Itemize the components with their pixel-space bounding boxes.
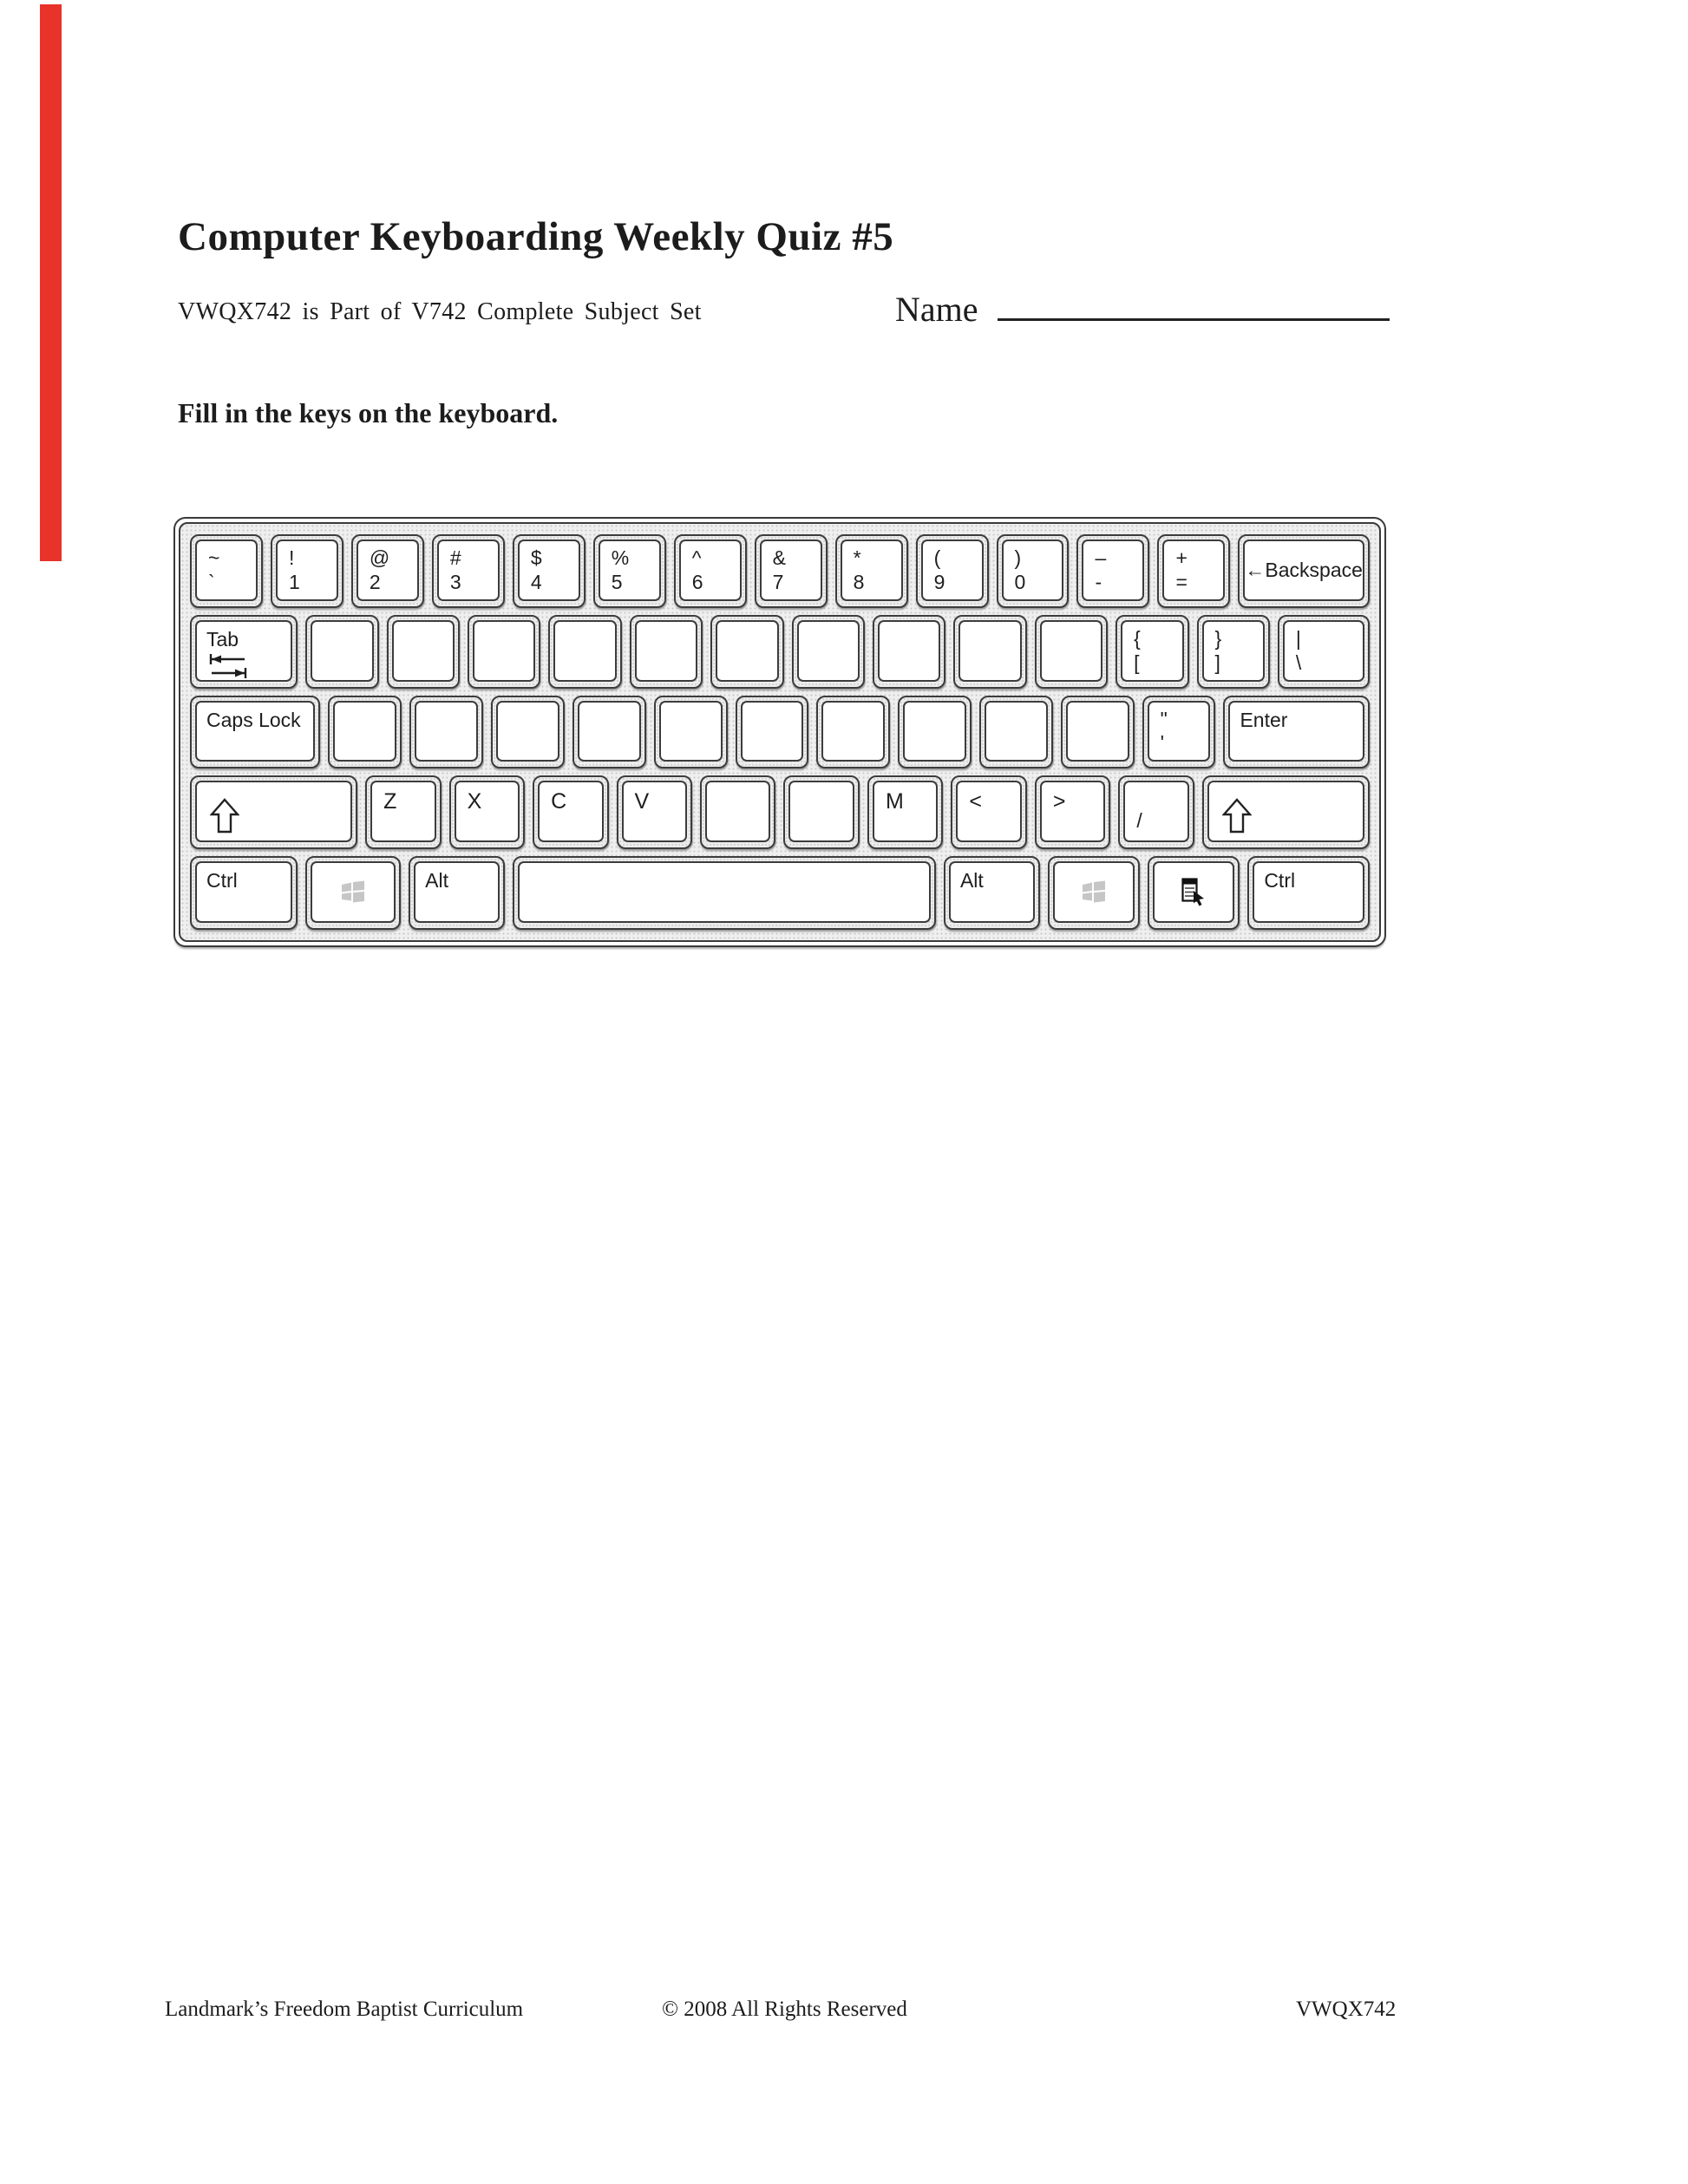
key-blank: [816, 696, 890, 769]
key-tab-label: Tab: [206, 627, 239, 651]
key-right-win: [1048, 856, 1140, 930]
key-0: [997, 534, 1070, 608]
key-5-legends: % 5: [611, 546, 630, 593]
key-open-bracket-face: [1121, 620, 1183, 682]
keyboard-inner-frame: [179, 522, 1381, 942]
shift-arrow-icon: [1222, 798, 1252, 834]
key-left-win-face: [311, 861, 396, 923]
instruction-text: Fill in the keys on the keyboard.: [178, 397, 559, 428]
key-caps-lock: [190, 696, 320, 769]
key-z-face: [370, 781, 435, 842]
shift-arrow-icon: [210, 798, 239, 834]
key-blank-face: [903, 701, 966, 762]
key-blank: [1061, 696, 1135, 769]
key-tab: [190, 615, 298, 689]
key-slash-face: [1123, 781, 1188, 842]
key-blank-face: [311, 620, 373, 682]
key-quote-face: [1148, 701, 1211, 762]
keyboard-diagram: [173, 517, 1386, 947]
key-2-face: [357, 539, 419, 601]
key-blank: [305, 615, 378, 689]
name-row: [895, 281, 1390, 330]
key-2-legends: @ 2: [369, 546, 390, 593]
key-blank: [1035, 615, 1108, 689]
key-blank-face: [473, 620, 535, 682]
key-left-ctrl: [190, 856, 298, 930]
key-6-legends: ^ 6: [691, 546, 703, 593]
key-space-face: [518, 861, 931, 923]
key-blank: [783, 775, 859, 849]
key-right-ctrl-label: Ctrl: [1264, 869, 1296, 893]
name-blank-line: [998, 281, 1390, 321]
key-blank: [898, 696, 972, 769]
key-7: [755, 534, 828, 608]
windows-logo-icon: [340, 880, 366, 904]
key-8-face: [841, 539, 903, 601]
key-blank-face: [958, 620, 1021, 682]
key-backslash-legends: | \: [1295, 626, 1302, 674]
key-9: [916, 534, 989, 608]
key-3-face: [437, 539, 500, 601]
key-left-ctrl-label: Ctrl: [206, 869, 238, 893]
key-slash: [1118, 775, 1194, 849]
key-menu-face: [1153, 861, 1234, 923]
key-v: [617, 775, 692, 849]
key-blank-face: [716, 620, 778, 682]
key-7-face: [760, 539, 822, 601]
key-4: [513, 534, 586, 608]
key-close-bracket: [1197, 615, 1270, 689]
key-c: [533, 775, 608, 849]
key-blank: [953, 615, 1026, 689]
key-close-bracket-face: [1202, 620, 1265, 682]
key-right-alt-face: [949, 861, 1035, 923]
key-0-legends: ) 0: [1014, 546, 1026, 593]
key-m: [867, 775, 943, 849]
key-menu: [1148, 856, 1240, 930]
key-5: [593, 534, 666, 608]
key-3-legends: # 3: [449, 546, 461, 593]
key-blank-face: [635, 620, 697, 682]
backspace-arrow-icon: ←Backspace: [1245, 558, 1363, 581]
key-blank-face: [496, 701, 559, 762]
keyboard-row-4: [190, 775, 1370, 849]
keyboard-row-3: [190, 696, 1370, 769]
key-backquote: [190, 534, 263, 608]
key-period: [1035, 775, 1110, 849]
key-4-face: [518, 539, 580, 601]
key-right-shift: [1202, 775, 1370, 849]
key-left-alt: [409, 856, 505, 930]
keyboard-row-2: [190, 615, 1370, 689]
key-blank: [491, 696, 565, 769]
key-m-legend: M: [885, 789, 904, 814]
key-blank: [548, 615, 621, 689]
key-blank: [328, 696, 402, 769]
key-1-face: [276, 539, 338, 601]
key-6-face: [679, 539, 742, 601]
key-1: [271, 534, 343, 608]
key-right-alt-label: Alt: [959, 869, 984, 893]
key-blank-face: [741, 701, 804, 762]
key-tab-face: [195, 620, 292, 682]
key-blank-face: [705, 781, 770, 842]
key-x-face: [455, 781, 520, 842]
key-v-face: [622, 781, 687, 842]
key-blank: [979, 696, 1053, 769]
key-blank-face: [415, 701, 478, 762]
key-blank: [468, 615, 540, 689]
footer-copyright: © 2008 All Rights Reserved: [662, 1998, 907, 2021]
key-left-ctrl-face: [195, 861, 292, 923]
key-left-alt-face: [414, 861, 500, 923]
key-6: [674, 534, 747, 608]
key-enter-face: [1228, 701, 1364, 762]
tab-arrows-icon: [207, 653, 249, 681]
key-blank: [572, 696, 646, 769]
key-z: [365, 775, 441, 849]
key-quote-legends: " ': [1160, 707, 1168, 755]
key-3: [432, 534, 505, 608]
key-9-face: [921, 539, 984, 601]
key-close-bracket-legends: } ]: [1214, 626, 1222, 674]
key-comma-face: [956, 781, 1021, 842]
key-backslash-face: [1283, 620, 1364, 682]
key-equals-face: [1162, 539, 1225, 601]
key-backspace-face: [1243, 539, 1364, 601]
key-blank: [710, 615, 783, 689]
quiz-subtitle: VWQX742 is Part of V742 Complete Subject Set: [178, 298, 702, 325]
key-comma-legend: <: [969, 789, 983, 814]
page-title: Computer Keyboarding Weekly Quiz #5: [178, 214, 894, 259]
key-blank: [792, 615, 865, 689]
key-blank-face: [578, 701, 641, 762]
key-blank: [736, 696, 809, 769]
key-open-bracket: [1116, 615, 1188, 689]
key-0-face: [1002, 539, 1064, 601]
key-blank: [700, 775, 775, 849]
key-blank: [630, 615, 703, 689]
key-period-face: [1040, 781, 1105, 842]
key-blank: [387, 615, 460, 689]
key-blank-face: [788, 781, 854, 842]
key-z-legend: Z: [383, 789, 397, 814]
key-enter-label: Enter: [1240, 708, 1288, 731]
key-right-win-face: [1053, 861, 1135, 923]
key-x: [449, 775, 525, 849]
key-blank-face: [985, 701, 1048, 762]
key-blank-face: [392, 620, 455, 682]
key-blank-face: [659, 701, 723, 762]
key-equals-legends: + =: [1175, 546, 1187, 593]
key-1-legends: ! 1: [288, 546, 300, 593]
key-blank: [409, 696, 483, 769]
key-caps-lock-label: Caps Lock: [206, 708, 301, 731]
key-blank: [873, 615, 945, 689]
key-dash-face: [1082, 539, 1144, 601]
footer-publisher: Landmark’s Freedom Baptist Curriculum: [165, 1998, 524, 2021]
key-2: [351, 534, 424, 608]
key-4-legends: $ 4: [530, 546, 542, 593]
keyboard-row-5: [190, 856, 1370, 930]
key-blank-face: [821, 701, 885, 762]
key-right-alt: [944, 856, 1040, 930]
key-equals: [1157, 534, 1230, 608]
key-enter: [1223, 696, 1370, 769]
key-c-legend: C: [551, 789, 567, 814]
scan-artifact-red-strip: [40, 4, 62, 561]
key-left-alt-label: Alt: [425, 869, 449, 893]
key-blank-face: [1040, 620, 1102, 682]
key-space: [513, 856, 936, 930]
keyboard-row-1: [190, 534, 1370, 608]
key-blank: [654, 696, 728, 769]
windows-logo-icon: [1081, 880, 1107, 904]
key-blank-face: [797, 620, 860, 682]
key-8-legends: * 8: [853, 546, 865, 593]
key-open-bracket-legends: { [: [1134, 626, 1141, 674]
name-label: Name: [895, 290, 978, 329]
key-left-win: [305, 856, 402, 930]
menu-cursor-icon: [1181, 878, 1206, 907]
key-c-face: [538, 781, 603, 842]
key-period-legend: >: [1052, 789, 1066, 814]
footer-code: VWQX742: [1296, 1998, 1397, 2021]
key-blank-face: [878, 620, 940, 682]
key-caps-lock-face: [195, 701, 315, 762]
key-7-legends: & 7: [772, 546, 787, 593]
key-backslash: [1278, 615, 1370, 689]
key-backspace: [1238, 534, 1370, 608]
key-dash: [1076, 534, 1149, 608]
key-left-shift: [190, 775, 357, 849]
key-backquote-legends: ~ `: [208, 546, 220, 593]
key-dash-legends: – -: [1095, 546, 1107, 593]
key-x-legend: X: [467, 789, 482, 814]
key-5-face: [599, 539, 661, 601]
key-9-legends: ( 9: [933, 546, 945, 593]
key-blank-face: [1066, 701, 1129, 762]
key-backquote-face: [195, 539, 258, 601]
key-quote: [1142, 696, 1216, 769]
key-slash-legend: /: [1136, 809, 1142, 833]
key-right-ctrl: [1247, 856, 1370, 930]
key-right-shift-face: [1207, 781, 1364, 842]
key-left-shift-face: [195, 781, 352, 842]
key-blank-face: [553, 620, 616, 682]
key-right-ctrl-face: [1253, 861, 1364, 923]
key-comma: [951, 775, 1026, 849]
key-v-legend: V: [634, 789, 650, 814]
key-blank-face: [333, 701, 396, 762]
key-8: [835, 534, 908, 608]
key-m-face: [873, 781, 938, 842]
